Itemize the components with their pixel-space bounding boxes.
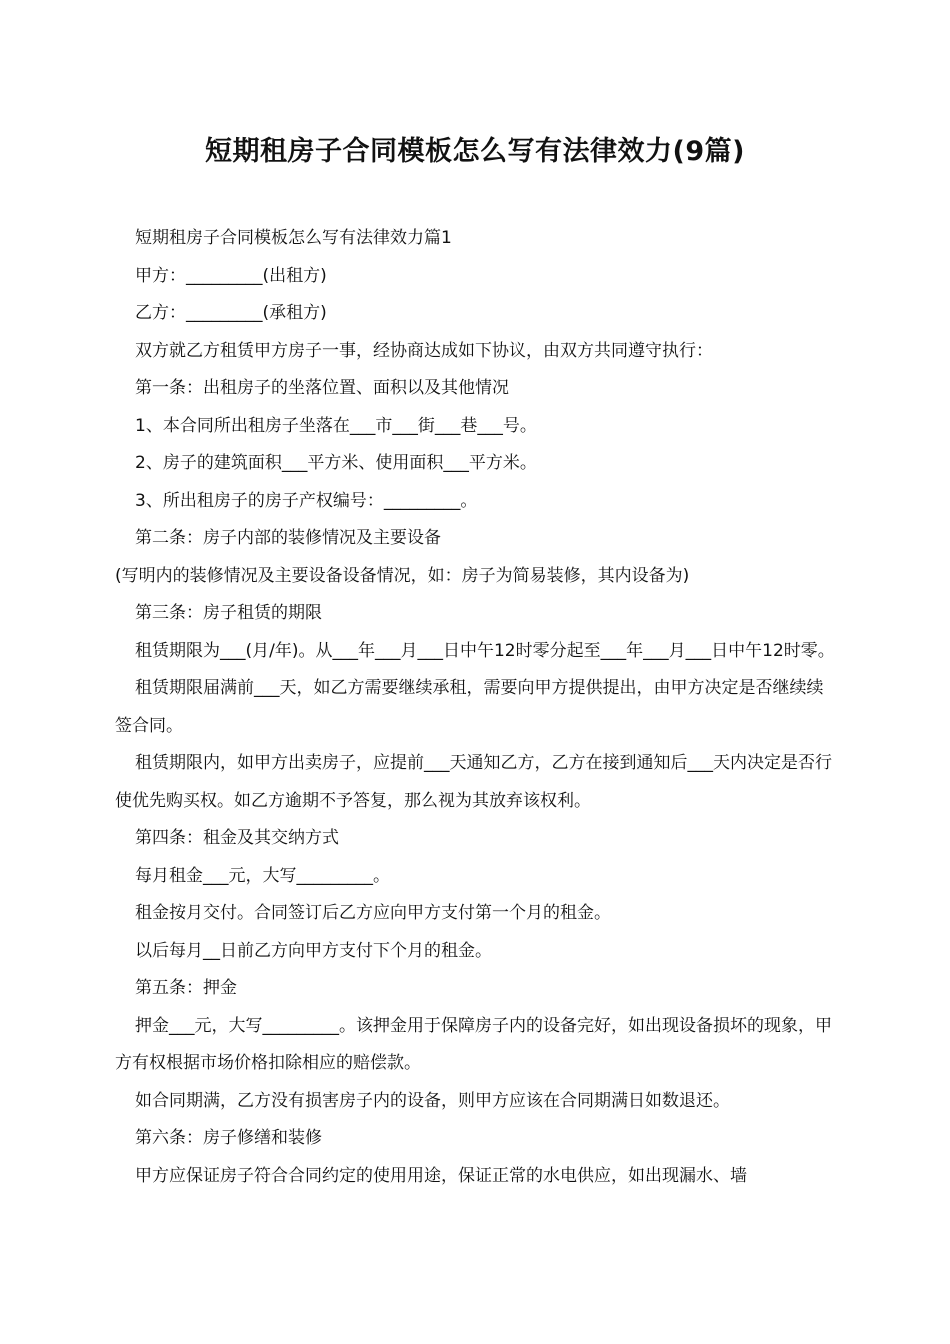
- document-title: 短期租房子合同模板怎么写有法律效力(9篇): [205, 136, 745, 167]
- clause-5-deposit: 押金___元，大写_________。该押金用于保障房子内的设备完好，如出现设备损坏的现象，甲方有权根据市场价格扣除相应的赔偿款。: [115, 1015, 832, 1073]
- clause-2-heading: 第二条：房子内部的装修情况及主要设备: [135, 528, 441, 548]
- clause-1-heading: 第一条：出租房子的坐落位置、面积以及其他情况: [135, 378, 509, 398]
- clause-5-refund: 如合同期满，乙方没有损害房子内的设备，则甲方应该在合同期满日如数退还。: [135, 1090, 730, 1111]
- clause-4-payment: 租金按月交付。合同签订后乙方应向甲方支付第一个月的租金。: [135, 903, 611, 923]
- clause-3-heading: 第三条：房子租赁的期限: [135, 603, 322, 623]
- clause-1-item-1: 1、本合同所出租房子坐落在___市___街___巷___号。: [135, 415, 537, 436]
- paragraph-party-a: 甲方：_________(出租方): [135, 265, 327, 286]
- paragraph-subtitle: 短期租房子合同模板怎么写有法律效力篇1: [135, 228, 452, 248]
- clause-2-note: (写明内的装修情况及主要设备设备情况，如：房子为简易装修，其内设备为): [115, 565, 690, 586]
- clause-3-sale: 租赁期限内，如甲方出卖房子，应提前___天通知乙方，乙方在接到通知后___天内决定是否行使优先购买权。如乙方逾期不予答复，那么视为其放弃该权利。: [115, 753, 832, 811]
- clause-4-later-payment: 以后每月__日前乙方向甲方支付下个月的租金。: [135, 940, 492, 961]
- clause-6-text: 甲方应保证房子符合合同约定的使用用途，保证正常的水电供应，如出现漏水、墙: [135, 1165, 747, 1186]
- clause-3-renewal: 租赁期限届满前___天，如乙方需要继续承租，需要向甲方提供提出，由甲方决定是否继续续签合同。: [115, 678, 824, 736]
- paragraph-agreement-intro: 双方就乙方租赁甲方房子一事，经协商达成如下协议，由双方共同遵守执行：: [135, 340, 713, 361]
- clause-3-term: 租赁期限为___(月/年)。从___年___月___日中午12时零分起至___年___月___日中午12时零。: [135, 640, 835, 661]
- clause-4-monthly-rent: 每月租金___元，大写_________。: [135, 865, 390, 886]
- clause-1-item-2: 2、房子的建筑面积___平方米、使用面积___平方米。: [135, 453, 537, 473]
- paragraph-party-b: 乙方：_________(承租方): [135, 303, 327, 323]
- clause-6-heading: 第六条：房子修缮和装修: [135, 1128, 322, 1148]
- clause-1-item-3: 3、所出租房子的房子产权编号：_________。: [135, 490, 478, 511]
- document-body: [115, 220, 837, 1195]
- clause-5-heading: 第五条：押金: [135, 978, 237, 998]
- clause-4-heading: 第四条：租金及其交纳方式: [135, 828, 339, 848]
